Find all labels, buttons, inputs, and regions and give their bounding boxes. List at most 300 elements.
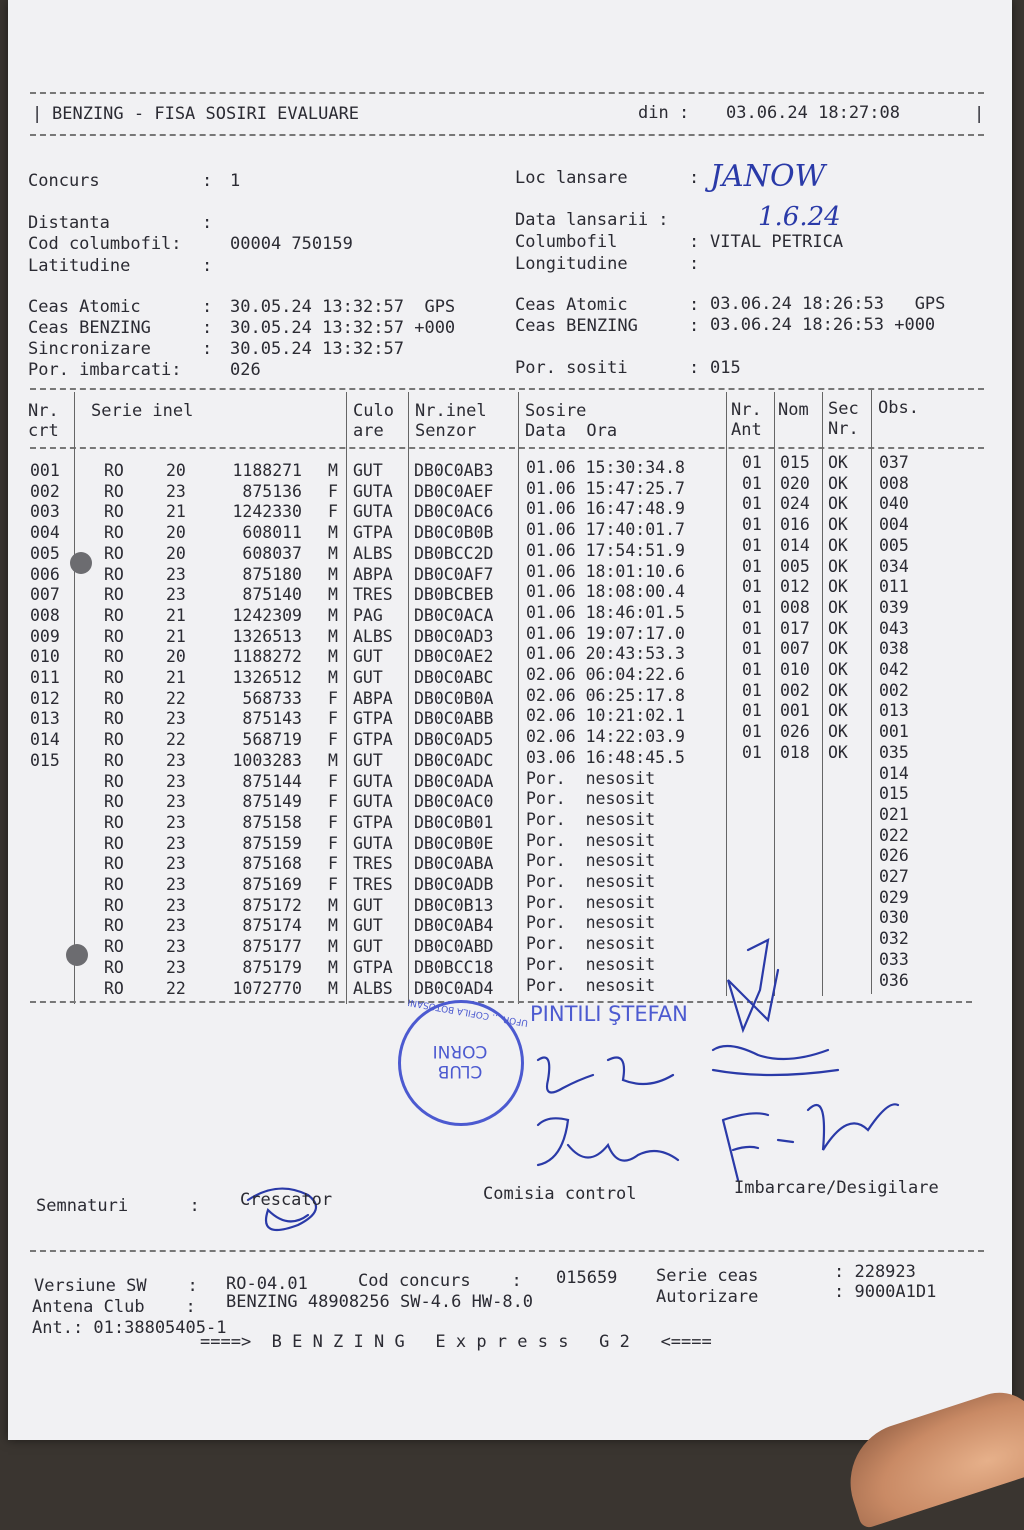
longitudine-label: Longitudine :: [515, 254, 699, 274]
table-header-rule: [30, 447, 984, 449]
concurs-value: 1: [230, 171, 240, 191]
row-ring-number: 1072770: [204, 979, 302, 998]
row-country: RO: [104, 647, 124, 666]
row-sensor-id: DB0C0B0B: [414, 523, 493, 542]
row-year: 23: [166, 854, 186, 873]
row-ring-number: 1326513: [204, 627, 302, 646]
row-obs: 026: [879, 846, 909, 865]
ceas-atomic-value: 30.05.24 13:32:57 GPS: [230, 297, 455, 317]
sincronizare-value: 30.05.24 13:32:57: [230, 339, 404, 359]
row-arrival: 01.06 17:40:01.7: [526, 520, 685, 539]
row-obs: 040: [879, 494, 909, 513]
imbarcare-desigilare-label: Imbarcare/Desigilare: [734, 1178, 939, 1198]
column-rule: [408, 392, 409, 1004]
row-obs: 022: [879, 826, 909, 845]
data-lansarii-handwritten: 1.6.24: [758, 202, 841, 232]
row-nom: 005: [780, 557, 810, 576]
row-sex: M: [328, 896, 338, 915]
cod-concurs-value: 015659: [556, 1268, 617, 1288]
row-country: RO: [104, 730, 124, 749]
row-nr-crt: 011: [30, 668, 60, 687]
row-sensor-id: DB0C0AD5: [414, 730, 493, 749]
row-sensor-id: DB0C0ADC: [414, 751, 493, 770]
row-country: RO: [104, 627, 124, 646]
row-country: RO: [104, 751, 124, 770]
row-country: RO: [104, 502, 124, 521]
row-nr-crt: 003: [30, 502, 60, 521]
row-country: RO: [104, 565, 124, 584]
row-obs: 037: [879, 453, 909, 472]
row-arrival: 02.06 14:22:03.9: [526, 727, 685, 746]
report-date: 03.06.24 18:27:08: [726, 103, 900, 123]
row-sec: OK: [828, 639, 848, 658]
row-sec: OK: [828, 598, 848, 617]
row-obs: 011: [879, 577, 909, 596]
row-sec: OK: [828, 515, 848, 534]
pintili-stamp: PINTILI ŞTEFAN: [530, 1002, 688, 1026]
row-country: RO: [104, 937, 124, 956]
row-sex: F: [328, 772, 338, 791]
row-obs: 027: [879, 867, 909, 886]
row-year: 23: [166, 896, 186, 915]
row-ring-number: 1188272: [204, 647, 302, 666]
antena-club-label: Antena Club :: [32, 1297, 196, 1317]
versiune-value: RO-04.01: [226, 1274, 308, 1294]
row-arrival: 01.06 15:30:34.8: [526, 458, 685, 477]
row-sex: F: [328, 482, 338, 501]
row-antenna: 01: [742, 598, 762, 617]
row-color: GUT: [353, 461, 383, 480]
row-antenna: 01: [742, 660, 762, 679]
autorizare-value: : 9000A1D1: [834, 1282, 936, 1302]
row-color: ALBS: [353, 979, 393, 998]
row-sex: F: [328, 834, 338, 853]
col-header-culoare: Culo are: [353, 401, 394, 441]
row-nom: 007: [780, 639, 810, 658]
row-antenna: 01: [742, 639, 762, 658]
antenna-id: Ant.: 01:38805405-1: [32, 1318, 226, 1338]
header-left-pipe: |: [32, 104, 42, 124]
row-country: RO: [104, 689, 124, 708]
row-ring-number: 1188271: [204, 461, 302, 480]
row-antenna: 01: [742, 453, 762, 472]
row-color: TRES: [353, 854, 393, 873]
row-sensor-id: DB0C0ABD: [414, 937, 493, 956]
row-year: 23: [166, 585, 186, 604]
row-ring-number: 568719: [204, 730, 302, 749]
row-sex: M: [328, 916, 338, 935]
row-nr-crt: 009: [30, 627, 60, 646]
row-year: 23: [166, 813, 186, 832]
row-color: ABPA: [353, 689, 393, 708]
row-arrival: 01.06 17:54:51.9: [526, 541, 685, 560]
row-sensor-id: DB0C0ABA: [414, 854, 493, 873]
report-date-label: din :: [638, 103, 689, 123]
row-sensor-id: DB0C0B0E: [414, 834, 493, 853]
row-nom: 024: [780, 494, 810, 513]
row-year: 23: [166, 916, 186, 935]
row-sensor-id: DB0C0AD4: [414, 979, 493, 998]
row-color: TRES: [353, 585, 393, 604]
row-year: 23: [166, 875, 186, 894]
row-arrival: Por. nesosit: [526, 831, 655, 850]
row-sec: OK: [828, 577, 848, 596]
row-sensor-id: DB0BCBEB: [414, 585, 493, 604]
row-nom: 012: [780, 577, 810, 596]
row-color: GUTA: [353, 772, 393, 791]
row-country: RO: [104, 461, 124, 480]
row-arrival: 01.06 20:43:53.3: [526, 644, 685, 663]
row-color: GTPA: [353, 958, 393, 977]
row-sex: F: [328, 689, 338, 708]
row-obs: 021: [879, 805, 909, 824]
col-header-nom: Nom: [778, 400, 809, 420]
row-country: RO: [104, 709, 124, 728]
row-sensor-id: DB0BCC18: [414, 958, 493, 977]
row-nom: 015: [780, 453, 810, 472]
row-ring-number: 875140: [204, 585, 302, 604]
row-sec: OK: [828, 619, 848, 638]
row-color: TRES: [353, 875, 393, 894]
row-arrival: Por. nesosit: [526, 872, 655, 891]
signature-stroke: [538, 1058, 673, 1093]
row-sex: M: [328, 565, 338, 584]
row-antenna: 01: [742, 536, 762, 555]
row-arrival: Por. nesosit: [526, 955, 655, 974]
row-year: 23: [166, 958, 186, 977]
row-nom: 016: [780, 515, 810, 534]
header-bottom-rule: [30, 134, 984, 136]
row-sec: OK: [828, 474, 848, 493]
row-color: ALBS: [353, 544, 393, 563]
row-obs: 004: [879, 515, 909, 534]
row-obs: 035: [879, 743, 909, 762]
loc-lansare-handwritten: JANOW: [710, 160, 825, 194]
row-color: GUT: [353, 896, 383, 915]
row-country: RO: [104, 813, 124, 832]
row-arrival: 01.06 16:47:48.9: [526, 499, 685, 518]
table-top-rule: [30, 388, 984, 390]
row-sex: F: [328, 502, 338, 521]
row-country: RO: [104, 916, 124, 935]
row-sec: OK: [828, 494, 848, 513]
row-color: GUTA: [353, 502, 393, 521]
row-year: 23: [166, 565, 186, 584]
row-sensor-id: DB0C0AF7: [414, 565, 493, 584]
row-sex: M: [328, 461, 338, 480]
por-imbarcati-value: 026: [230, 360, 261, 380]
row-sensor-id: DB0C0B13: [414, 896, 493, 915]
row-sex: F: [328, 730, 338, 749]
row-arrival: Por. nesosit: [526, 976, 655, 995]
cod-columbofil-label: Cod columbofil:: [28, 234, 182, 254]
row-country: RO: [104, 585, 124, 604]
row-sex: M: [328, 937, 338, 956]
row-ring-number: 875136: [204, 482, 302, 501]
row-obs: 005: [879, 536, 909, 555]
row-sex: M: [328, 627, 338, 646]
row-obs: 039: [879, 598, 909, 617]
row-ring-number: 875149: [204, 792, 302, 811]
row-sec: OK: [828, 660, 848, 679]
row-nr-crt: 007: [30, 585, 60, 604]
report-title: BENZING - FISA SOSIRI EVALUARE: [52, 104, 359, 124]
row-obs: 043: [879, 619, 909, 638]
row-antenna: 01: [742, 474, 762, 493]
row-sensor-id: DB0C0B0A: [414, 689, 493, 708]
row-arrival: Por. nesosit: [526, 789, 655, 808]
row-nr-crt: 015: [30, 751, 60, 770]
row-sex: M: [328, 958, 338, 977]
row-year: 20: [166, 647, 186, 666]
row-obs: 034: [879, 557, 909, 576]
row-antenna: 01: [742, 515, 762, 534]
row-color: GUT: [353, 751, 383, 770]
row-sensor-id: DB0C0AEF: [414, 482, 493, 501]
row-sex: M: [328, 668, 338, 687]
row-year: 22: [166, 689, 186, 708]
semnaturi-label: Semnaturi :: [36, 1196, 200, 1216]
row-obs: 042: [879, 660, 909, 679]
row-ring-number: 875177: [204, 937, 302, 956]
row-arrival: Por. nesosit: [526, 769, 655, 788]
row-ring-number: 1242309: [204, 606, 302, 625]
row-arrival: 02.06 10:21:02.1: [526, 706, 685, 725]
row-nom: 026: [780, 722, 810, 741]
crescator-label: Crescator: [240, 1190, 332, 1210]
row-ring-number: 1242330: [204, 502, 302, 521]
column-rule: [726, 392, 727, 996]
row-antenna: 01: [742, 619, 762, 638]
row-color: GUTA: [353, 482, 393, 501]
row-ring-number: 875174: [204, 916, 302, 935]
row-sex: M: [328, 523, 338, 542]
row-obs: 036: [879, 971, 909, 990]
row-sec: OK: [828, 536, 848, 555]
row-arrival: Por. nesosit: [526, 893, 655, 912]
row-sec: OK: [828, 743, 848, 762]
row-ring-number: 568733: [204, 689, 302, 708]
row-sex: F: [328, 875, 338, 894]
row-color: GTPA: [353, 813, 393, 832]
row-year: 23: [166, 482, 186, 501]
ceas-benzing-right-value: 03.06.24 18:26:53 +000: [710, 315, 935, 335]
row-sensor-id: DB0C0AD3: [414, 627, 493, 646]
signature-stroke: [538, 1118, 678, 1165]
row-arrival: 01.06 19:07:17.0: [526, 624, 685, 643]
row-nr-crt: 014: [30, 730, 60, 749]
row-sex: M: [328, 979, 338, 998]
autorizare-label: Autorizare: [656, 1287, 758, 1307]
row-color: GUT: [353, 668, 383, 687]
row-arrival: 01.06 15:47:25.7: [526, 479, 685, 498]
row-sensor-id: DB0C0AB3: [414, 461, 493, 480]
row-color: ALBS: [353, 627, 393, 646]
row-obs: 029: [879, 888, 909, 907]
row-sex: F: [328, 813, 338, 832]
columbofil-value: VITAL PETRICA: [710, 232, 843, 252]
row-obs: 015: [879, 784, 909, 803]
row-year: 22: [166, 979, 186, 998]
row-nr-crt: 006: [30, 565, 60, 584]
row-country: RO: [104, 875, 124, 894]
row-country: RO: [104, 834, 124, 853]
row-year: 20: [166, 544, 186, 563]
row-color: GUTA: [353, 792, 393, 811]
row-sex: M: [328, 606, 338, 625]
row-obs: 014: [879, 764, 909, 783]
row-nr-crt: 012: [30, 689, 60, 708]
row-nom: 002: [780, 681, 810, 700]
row-year: 21: [166, 606, 186, 625]
ceas-atomic-label: Ceas Atomic :: [28, 297, 212, 317]
row-color: PAG: [353, 606, 383, 625]
column-rule: [518, 392, 519, 1004]
row-country: RO: [104, 523, 124, 542]
row-ring-number: 875143: [204, 709, 302, 728]
row-ring-number: 608011: [204, 523, 302, 542]
row-arrival: 02.06 06:25:17.8: [526, 686, 685, 705]
por-imbarcati-label: Por. imbarcati:: [28, 360, 182, 380]
row-antenna: 01: [742, 494, 762, 513]
col-header-obs: Obs.: [878, 398, 919, 418]
row-obs: 032: [879, 929, 909, 948]
row-sex: M: [328, 585, 338, 604]
row-sensor-id: DB0C0ABB: [414, 709, 493, 728]
row-nom: 008: [780, 598, 810, 617]
footer-rule: [30, 1250, 984, 1252]
row-nom: 018: [780, 743, 810, 762]
row-sex: F: [328, 792, 338, 811]
benzing-express-banner: ====> B E N Z I N G E x p r e s s G 2 <====: [200, 1332, 712, 1352]
signature-stroke: [728, 940, 778, 1030]
row-obs: 008: [879, 474, 909, 493]
stamp-ring-text: UFOR ... COFILA BOTOSANI: [407, 996, 529, 1027]
row-nr-crt: 002: [30, 482, 60, 501]
column-rule: [822, 392, 823, 996]
serie-ceas-value: : 228923: [834, 1262, 916, 1282]
row-year: 20: [166, 523, 186, 542]
row-color: GTPA: [353, 523, 393, 542]
col-header-nr-inel-senzor: Nr.inel Senzor: [415, 401, 487, 441]
row-color: GUT: [353, 916, 383, 935]
row-country: RO: [104, 772, 124, 791]
row-arrival: 01.06 18:01:10.6: [526, 562, 685, 581]
col-header-nr-crt: Nr. crt: [28, 401, 59, 441]
row-nom: 010: [780, 660, 810, 679]
por-sositi-label: Por. sositi :: [515, 358, 699, 378]
row-year: 23: [166, 937, 186, 956]
row-sec: OK: [828, 453, 848, 472]
row-ring-number: 875172: [204, 896, 302, 915]
ceas-atomic-right-value: 03.06.24 18:26:53 GPS: [710, 294, 945, 314]
antena-club-value: BENZING 48908256 SW-4.6 HW-8.0: [226, 1292, 533, 1312]
row-nr-crt: 013: [30, 709, 60, 728]
serie-ceas-label: Serie ceas: [656, 1266, 758, 1286]
cod-columbofil-value: 00004 750159: [230, 234, 353, 254]
loc-lansare-label: Loc lansare :: [515, 168, 699, 188]
row-country: RO: [104, 958, 124, 977]
row-ring-number: 1003283: [204, 751, 302, 770]
row-sensor-id: DB0C0ACA: [414, 606, 493, 625]
sincronizare-label: Sincronizare :: [28, 339, 212, 359]
row-sensor-id: DB0C0AE2: [414, 647, 493, 666]
row-ring-number: 1326512: [204, 668, 302, 687]
row-ring-number: 875144: [204, 772, 302, 791]
cod-concurs-label: Cod concurs :: [358, 1271, 522, 1291]
row-ring-number: 875168: [204, 854, 302, 873]
row-year: 21: [166, 627, 186, 646]
row-antenna: 01: [742, 577, 762, 596]
row-nom: 020: [780, 474, 810, 493]
row-sensor-id: DB0C0ADA: [414, 772, 493, 791]
column-rule: [74, 392, 75, 1004]
row-sex: F: [328, 709, 338, 728]
row-sec: OK: [828, 681, 848, 700]
col-header-serie-inel: Serie inel: [91, 401, 193, 421]
ceas-atomic-right-label: Ceas Atomic :: [515, 295, 699, 315]
row-ring-number: 875169: [204, 875, 302, 894]
row-country: RO: [104, 606, 124, 625]
row-ring-number: 875158: [204, 813, 302, 832]
row-antenna: 01: [742, 722, 762, 741]
col-header-sosire: Sosire Data Ora: [525, 401, 617, 441]
row-obs: 030: [879, 908, 909, 927]
row-arrival: Por. nesosit: [526, 810, 655, 829]
row-nom: 017: [780, 619, 810, 638]
versiune-label: Versiune SW :: [34, 1276, 198, 1296]
columbofil-label: Columbofil :: [515, 232, 699, 252]
por-sositi-value: 015: [710, 358, 741, 378]
row-arrival: 03.06 16:48:45.5: [526, 748, 685, 767]
row-obs: 033: [879, 950, 909, 969]
row-arrival: Por. nesosit: [526, 934, 655, 953]
row-nr-crt: 005: [30, 544, 60, 563]
row-obs: 038: [879, 639, 909, 658]
distanta-label: Distanta :: [28, 213, 212, 233]
row-country: RO: [104, 792, 124, 811]
row-year: 23: [166, 772, 186, 791]
row-country: RO: [104, 854, 124, 873]
row-nr-crt: 004: [30, 523, 60, 542]
stamp-text: CLUB CORNI: [425, 1041, 495, 1081]
row-sec: OK: [828, 701, 848, 720]
row-sec: OK: [828, 557, 848, 576]
row-arrival: 01.06 18:08:00.4: [526, 582, 685, 601]
row-nr-crt: 010: [30, 647, 60, 666]
row-color: GUTA: [353, 834, 393, 853]
header-top-rule: [30, 92, 984, 94]
row-sex: M: [328, 544, 338, 563]
data-lansarii-label: Data lansarii :: [515, 210, 669, 230]
row-nom: 014: [780, 536, 810, 555]
punch-hole: [70, 552, 92, 574]
row-year: 23: [166, 751, 186, 770]
col-header-nr-ant: Nr. Ant: [731, 400, 762, 440]
row-year: 21: [166, 668, 186, 687]
row-color: GUT: [353, 647, 383, 666]
row-year: 23: [166, 834, 186, 853]
row-year: 22: [166, 730, 186, 749]
row-ring-number: 608037: [204, 544, 302, 563]
row-year: 20: [166, 461, 186, 480]
signature-stroke: [808, 1104, 898, 1150]
column-rule: [774, 392, 775, 996]
row-antenna: 01: [742, 557, 762, 576]
row-ring-number: 875179: [204, 958, 302, 977]
column-rule: [871, 390, 872, 994]
row-country: RO: [104, 979, 124, 998]
